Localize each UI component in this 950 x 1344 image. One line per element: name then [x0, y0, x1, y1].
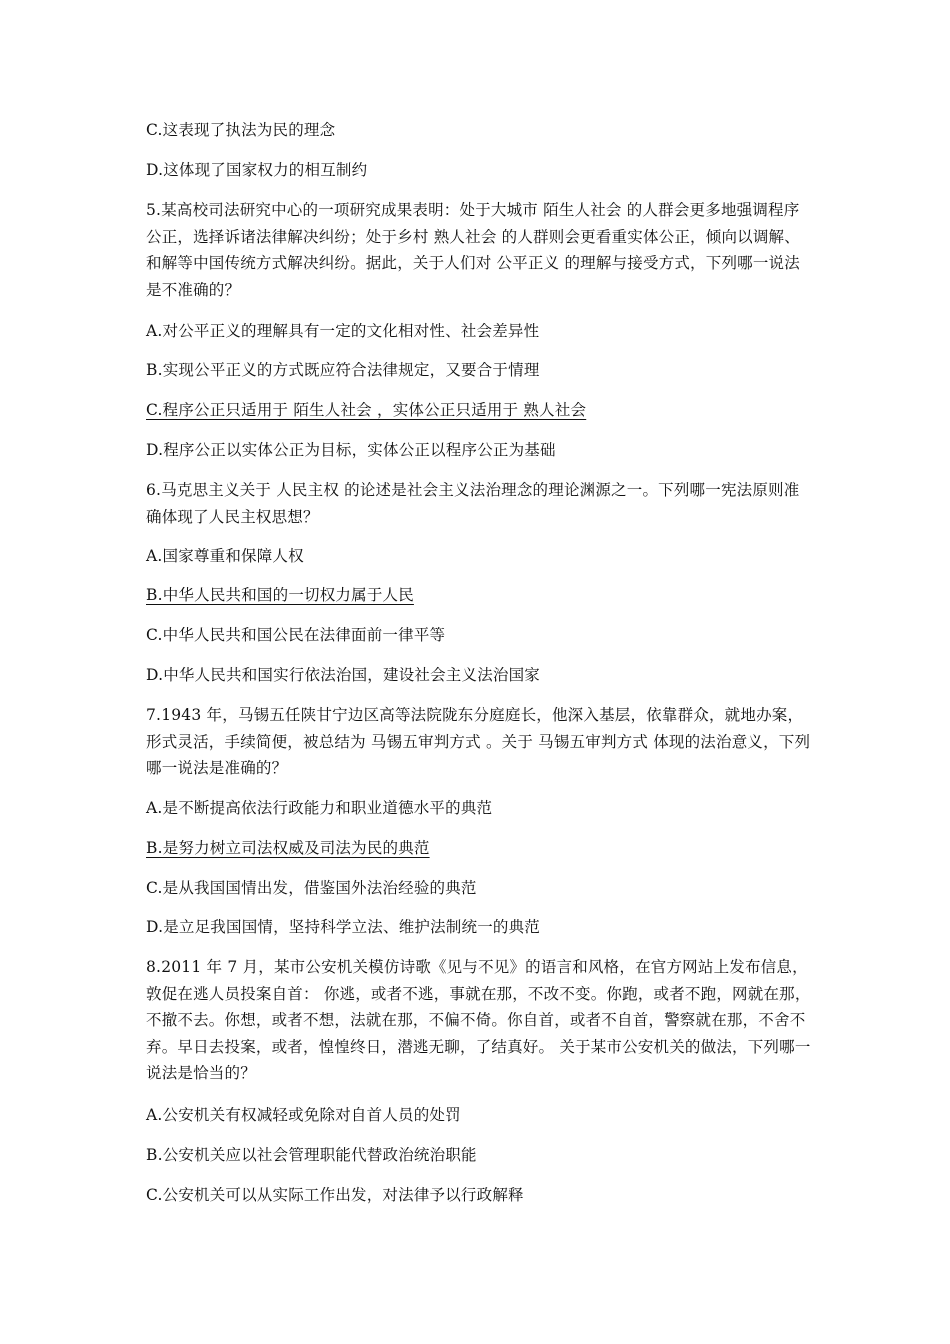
question-6: 6.马克思主义关于 人民主权 的论述是社会主义法治理念的理论渊源之一。下列哪一宪法原则准确体现了人民主权思想？	[146, 481, 800, 526]
option-c-q8: C.公安机关可以从实际工作出发，对法律予以行政解释	[146, 1186, 524, 1204]
option-a-q8: A.公安机关有权减轻或免除对自首人员的处罚	[146, 1106, 461, 1124]
option-c-q5-answer: C.程序公正只适用于 陌生人社会 ，实体公正只适用于 熟人社会	[146, 401, 587, 419]
option-d-q6: D.中华人民共和国实行依法治国，建设社会主义法治国家	[146, 666, 541, 684]
option-c-q7: C.是从我国国情出发，借鉴国外法治经验的典范	[146, 879, 477, 897]
option-a-q6: A.国家尊重和保障人权	[146, 547, 304, 565]
question-8: 8.2011 年 7 月，某市公安机关模仿诗歌《见与不见》的语言和风格，在官方网站上发布信息，敦促在逃人员投案自首： 你逃，或者不逃，事就在那，不改不变。你跑，或者不跑，网就在那，不撤不去。你想，或者不想，法就在那，不偏不倚。你自首，或者不自首，警察就在那，不舍不弃。早日去投案，或者，惶惶终日，潜逃无聊，了结真好。 关于某市公安机关的做法，下列哪一说法是恰当的？	[146, 958, 811, 1082]
option-b-q7-answer: B.是努力树立司法权威及司法为民的典范	[146, 839, 430, 857]
question-7: 7.1943 年，马锡五任陕甘宁边区高等法院陇东分庭庭长，他深入基层，依靠群众，就地办案，形式灵活，手续简便，被总结为 马锡五审判方式 。关于 马锡五审判方式 体现的法治意义，下列哪一说法是准确的？	[146, 706, 811, 777]
question-5: 5.某高校司法研究中心的一项研究成果表明：处于大城市 陌生人社会 的人群会更多地强调程序公正，选择诉诸法律解决纠纷；处于乡村 熟人社会 的人群则会更看重实体公正，倾向以调解、和解等中国传统方式解决纠纷。据此，关于人们对 公平正义 的理解与接受方式，下列哪一说法是不准确的？	[146, 201, 800, 299]
option-b-q8: B.公安机关应以社会管理职能代替政治统治职能	[146, 1146, 477, 1164]
option-d-q7: D.是立足我国国情，坚持科学立法、维护法制统一的典范	[146, 918, 541, 936]
option-c-q4: C.这表现了执法为民的理念	[146, 121, 336, 139]
option-a-q7: A.是不断提高依法行政能力和职业道德水平的典范	[146, 799, 493, 817]
option-d-q5: D.程序公正以实体公正为目标，实体公正以程序公正为基础	[146, 441, 556, 459]
option-b-q5: B.实现公平正义的方式既应符合法律规定，又要合于情理	[146, 361, 540, 379]
option-b-q6-answer: B.中华人民共和国的一切权力属于人民	[146, 586, 414, 604]
option-a-q5: A.对公平正义的理解具有一定的文化相对性、社会差异性	[146, 322, 540, 340]
option-c-q6: C.中华人民共和国公民在法律面前一律平等	[146, 626, 446, 644]
option-d-q4: D.这体现了国家权力的相互制约	[146, 161, 368, 179]
